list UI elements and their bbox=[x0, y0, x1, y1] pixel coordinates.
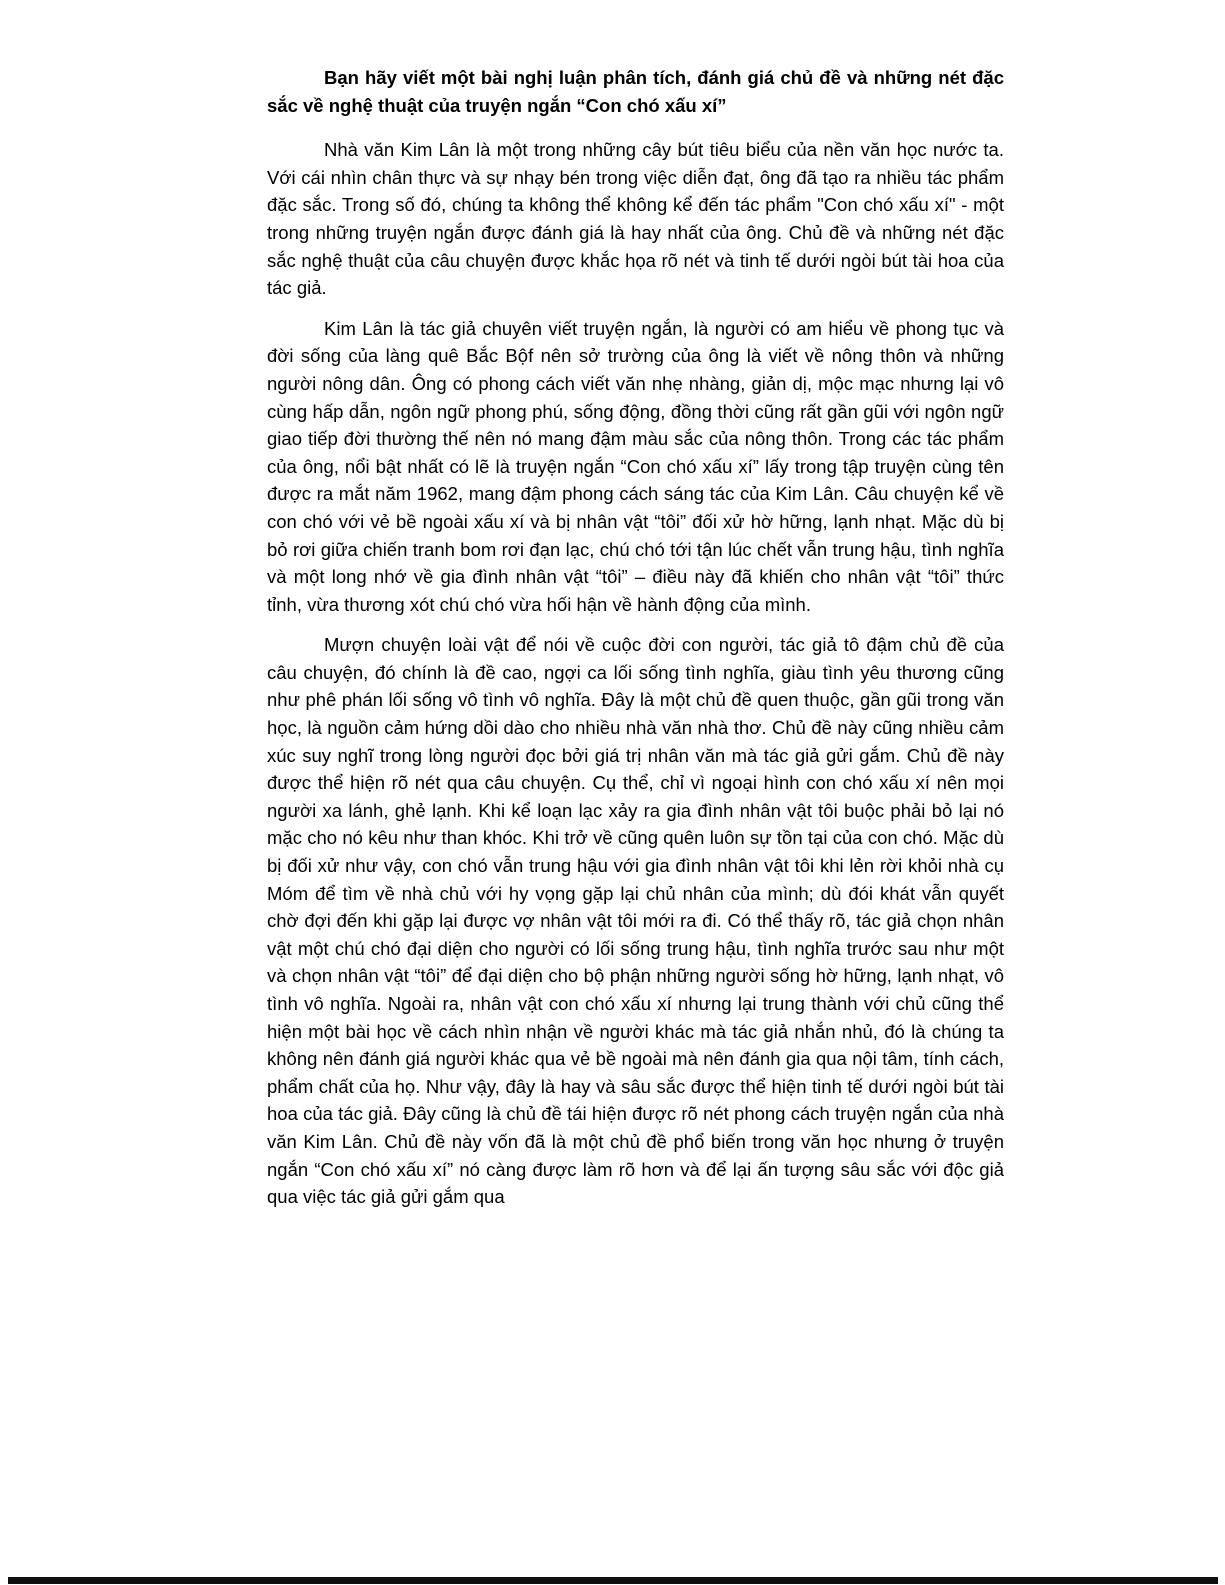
essay-paragraph-2: Kim Lân là tác giả chuyên viết truyện ngắn, là người có am hiểu về phong tục và đời sống của làng quê Bắc Bộf nên sở trường của ông là viết về nông thôn và những người nông dân. Ông có phong cách viết văn nhẹ nhàng, giản dị, mộc mạc nhưng lại vô cùng hấp dẫn, ngôn ngữ phong phú, sống động, đồng thời cũng rất gần gũi với ngôn ngữ giao tiếp đời thường thế nên nó mang đậm màu sắc của nông thôn. Trong các tác phẩm của ông, nổi bật nhất có lẽ là truyện ngắn “Con chó xấu xí” lấy trong tập truyện cùng tên được ra mắt năm 1962, mang đậm phong cách sáng tác của Kim Lân. Câu chuyện kể về con chó với vẻ bề ngoài xấu xí và bị nhân vật “tôi” đối xử hờ hững, lạnh nhạt. Mặc dù bị bỏ rơi giữa chiến tranh bom rơi đạn lạc, chú chó tới tận lúc chết vẫn trung hậu, tình nghĩa và một long nhớ về gia đình nhân vật “tôi” – điều này đã khiến cho nhân vật “tôi” thức tỉnh, vừa thương xót chú chó vừa hối hận về hành động của mình. bbox=[267, 317, 1004, 615]
essay-paragraph-1: Nhà văn Kim Lân là một trong những cây bút tiêu biểu của nền văn học nước ta. Với cái nhìn chân thực và sự nhạy bén trong việc diễn đạt, ông đã tạo ra nhiều tác phẩm đặc sắc. Trong số đó, chúng ta không thể không kể đến tác phẩm "Con chó xấu xí" - một trong những truyện ngắn được đánh giá là hay nhất của ông. Chủ đề và những nét đặc sắc nghệ thuật của câu chuyện được khắc họa rõ nét và tinh tế dưới ngòi bút tài hoa của tác giả. bbox=[267, 139, 1004, 299]
bottom-edge-bar bbox=[8, 1577, 1218, 1584]
essay-paragraph-3: Mượn chuyện loài vật để nói về cuộc đời con người, tác giả tô đậm chủ đề của câu chuyện, đó chính là đề cao, ngợi ca lối sống tình nghĩa, giàu tình yêu thương cũng như phê phán lối sống vô tình vô nghĩa. Đây là một chủ đề quen thuộc, gần gũi trong văn học, là nguồn cảm hứng dồi dào cho nhiều nhà văn nhà thơ. Chủ đề này cũng nhiều cảm xúc suy nghĩ trong lòng người đọc bởi giá trị nhân văn mà tác giả gửi gắm. Chủ đề này được thể hiện rõ nét qua câu chuyện. Cụ thể, chỉ vì ngoại hình con chó xấu xí nên mọi người xa lánh, ghẻ lạnh. Khi kể loạn lạc xảy ra gia đình nhân vật tôi buộc phải bỏ lại nó mặc cho nó kêu như than khóc. Khi trở về cũng quên luôn sự tồn tại của con chó. Mặc dù bị đối xử như vậy, con chó vẫn trung hậu với gia đình nhân vật tôi khi lẻn rời khỏi nhà cụ Móm để tìm về nhà chủ với hy vọng gặp lại chủ nhân của mình; dù đói khát vẫn quyết chờ đợi đến khi gặp lại được vợ nhân vật tôi mới ra đi. Có thể thấy rõ, tác giả chọn nhân vật một chú chó đại diện cho người có lối sống trung hậu, tình nghĩa trước sau như một và chọn nhân vật “tôi” để đại diện cho bộ phận những người sống hờ hững, lạnh nhạt, vô tình vô nghĩa. Ngoài ra, nhân vật con chó xấu xí nhưng lại trung thành với chủ cũng thể hiện một bài học về cách nhìn nhận về người khác mà tác giả nhắn nhủ, đó là chúng ta không nên đánh giá người khác qua vẻ bề ngoài mà nên đánh gia qua nội tâm, tính cách, phẩm chất của họ. Như vậy, đây là hay và sâu sắc được thể hiện tinh tế dưới ngòi bút tài hoa của tác giả. Đây cũng là chủ đề tái hiện được rõ nét phong cách truyện ngắn của nhà văn Kim Lân. Chủ đề này vốn đã là một chủ đề phổ biến trong văn học nhưng ở truyện ngắn “Con chó xấu xí” nó càng được làm rõ hơn và để lại ấn tượng sâu sắc với độc giả qua việc tác giả gửi gắm qua bbox=[267, 634, 1004, 1208]
essay-title: Bạn hãy viết một bài nghị luận phân tích, đánh giá chủ đề và những nét đặc sắc về nghệ thuật của truyện ngắn “Con chó xấu xí” bbox=[267, 67, 1004, 116]
essay-content bbox=[267, 64, 1004, 1224]
